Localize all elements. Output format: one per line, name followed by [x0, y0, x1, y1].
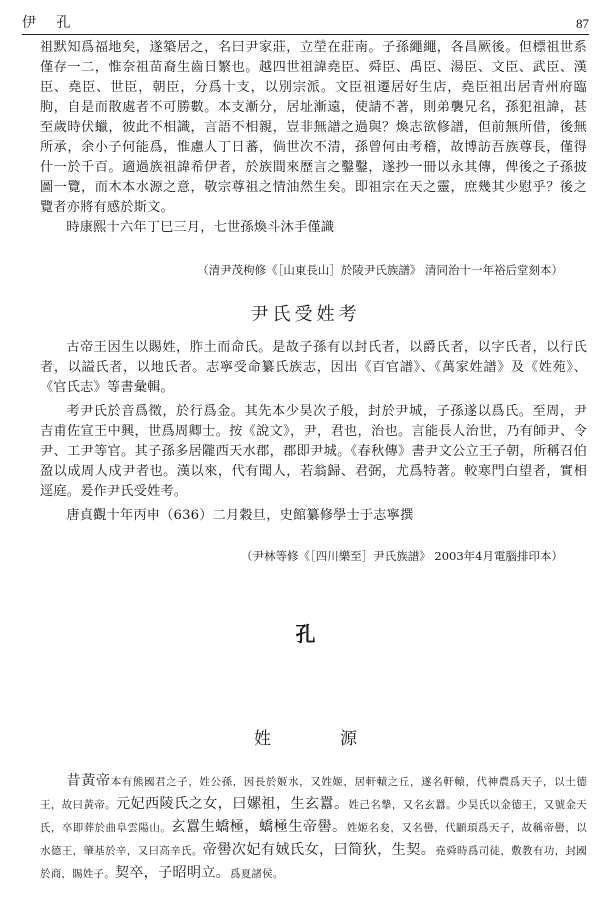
preface-source-note: （清尹茂枸修《［山東長山］於陵尹氏族譜》 清同治十一年裕后堂刻本）	[197, 263, 563, 277]
origin-text-a: 昔黃帝	[66, 773, 111, 789]
yin-source-note: （尹林等修《［四川樂至］尹氏族譜》 2003年4月電腦排印本）	[241, 549, 563, 563]
origin-note-b: 姓己名摯，又名玄囂。少昊氏以金德王，又號金天氏，卒即葬於曲阜雲陽山。	[40, 799, 587, 834]
yin-signature: 唐貞觀十年丙申（636）二月穀旦，史館纂修學士于志寧撰	[66, 508, 414, 523]
subsection-title-origin: 姓 源	[254, 729, 383, 749]
section-preface	[0, 38, 611, 238]
origin-note-a: 本有熊國君之子，姓公孫，因長於姬水，又姓姬，居軒轅之丘，遂名軒轅，代神農爲天子，以土德王，故曰黃帝。	[40, 776, 587, 811]
origin-note-e: 爲夏諸侯。	[230, 868, 284, 880]
yin-paragraph-2: 考尹氏於音爲徵，於行爲金。其先本少昊次子般，封於尹城，子孫遂以爲氏。至周，尹吉甫佐宣王中興，世爲周卿士。按《說文》，尹，君也，治也。言能長人治世，乃有師尹、令尹、工尹等官。其子孫多居隴西天水郡，郡即尹城。《春秋傳》書尹文公立王子朝，所稱召伯盈以成周人戍尹者也。漢以來，代有聞人，若翁歸、君弼，尤爲特著。較寒門白望者，實相逕庭。爰作尹氏受姓考。	[40, 404, 587, 499]
origin-text-c: 玄囂生蟜極，蟜極生帝嚳。	[171, 819, 347, 835]
kong-origin-paragraph	[0, 770, 611, 885]
origin-text-b: 元妃西陵氏之女，曰嫘祖，生玄囂。	[115, 796, 349, 812]
section-yin-surname	[0, 338, 611, 526]
yin-paragraph-1: 古帝王因生以賜姓，胙土而命氏。是故子孫有以封氏者，以爵氏者，以字氏者，以行氏者，以謚氏者，以地氏者。志寧受命纂氏族志，因出《百官譜》、《萬家姓譜》及《姓苑》、《官氏志》等書彙輯。	[40, 340, 587, 395]
section-title-yin-surname: 尹氏受姓考	[250, 304, 361, 325]
origin-note-c: 姓姬名夋，又名嚳，代顓頊爲天子，故稱帝嚳，以水德王，肇基於辛，又曰高辛氏。	[40, 822, 588, 857]
page-number: 87	[576, 16, 589, 31]
running-head: 伊 孔	[22, 15, 79, 31]
preface-signature: 時康熙十六年丁巳三月，七世孫煥斗沐手僅識	[66, 220, 335, 235]
chapter-title-kong: 孔	[295, 622, 316, 646]
origin-note-d: 堯舜時爲司徒，敷教有功，封國於商，賜姓子。	[40, 845, 587, 880]
page-header	[22, 10, 589, 35]
origin-text-e: 契卒，子昭明立。	[114, 865, 231, 881]
section-kong-origin	[0, 770, 611, 885]
preface-paragraph: 祖默知爲福地矣，遂築居之，名曰尹家莊，立塋在莊南。子孫繩繩，各昌厥後。但標祖世系僅存一二，惟奈祖苗裔生齒日繁也。越四世祖諱堯臣、舜臣、禹臣、湯臣、文臣、武臣、漢臣、堯臣、世臣，朝臣，分爲十支，以別宗派。文臣祖遷居好生店，堯臣祖出居青州府臨朐，自是而散處者不可勝數。本支漸分，居址漸遠，使請不著，則弟襲兄名，孫犯祖諱，甚至歲時伏蠟，彼此不相識，言語不相親，豈非無譜之過與？煥志欲修譜，但前無所借，後無所承，余小子何能爲，惟慮人丁日蕃，倘世次不清，孫曾何由考稽，故博訪吾族尊長，僅得什一於千百。適過族祖諱希伊者，於族間來歷言之鑿鑿，遂抄一冊以永其傳，俾後之子孫披圖一覽，而木本水源之意，敬宗尊祖之情油然生矣。即祖宗在天之靈，庶幾其少慰乎？後之覽者亦將有感於斯文。	[40, 40, 587, 215]
origin-text-d: 帝嚳次妃有娀氏女，曰简狄，生契。	[202, 842, 436, 858]
